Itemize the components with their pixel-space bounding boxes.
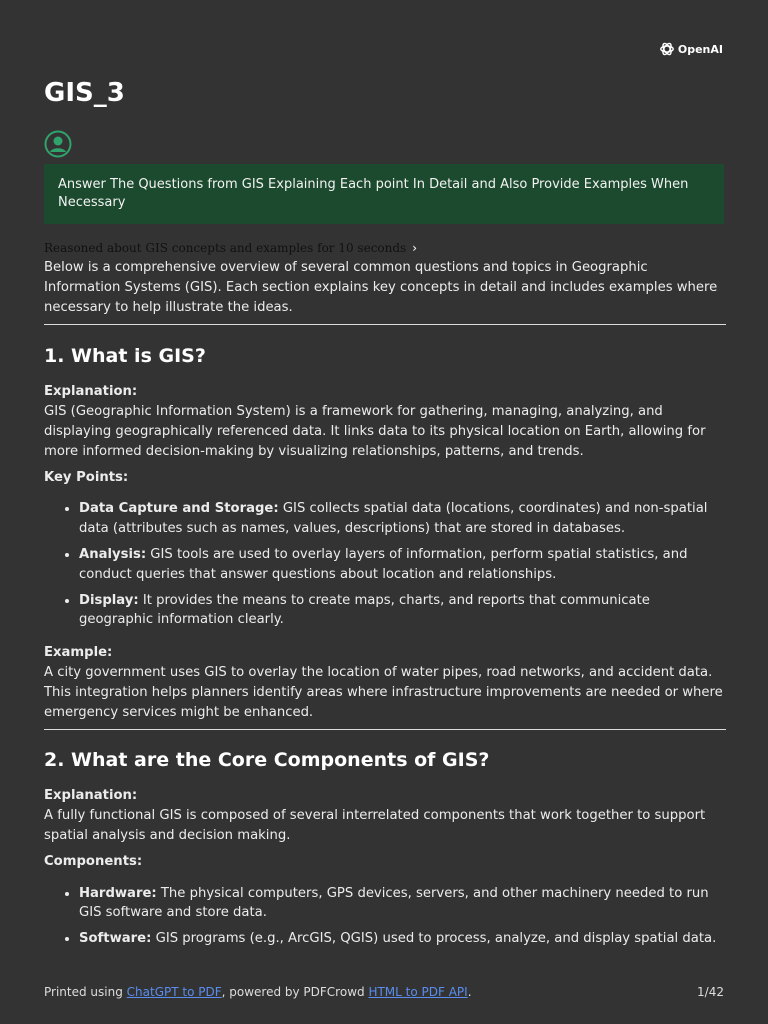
footer-prefix: Printed using	[44, 985, 127, 999]
example-text: A city government uses GIS to overlay the location of water pipes, road networks, and accident data. This integration helps planners identify areas where infrastructure improvements are needed or where emergency services might be enhanced.	[44, 664, 723, 720]
components-list	[44, 884, 726, 949]
point-term: Hardware:	[79, 885, 157, 901]
explanation-text: A fully functional GIS is composed of several interrelated components that work together to support spatial analysis and decision making.	[44, 808, 706, 843]
prompt-text: Answer The Questions from GIS Explaining Each point In Detail and Also Provide Examples When Necessary	[58, 177, 689, 210]
point-term: Software:	[79, 931, 152, 947]
point-text: GIS tools are used to overlay layers of information, perform spatial statistics, and conduct queries that answer questions about location and relationships.	[79, 546, 688, 582]
list-item	[79, 591, 726, 631]
user-avatar-icon	[44, 130, 72, 158]
html-to-pdf-api-link[interactable]: HTML to PDF API	[368, 985, 468, 999]
reasoning-toggle[interactable]	[44, 241, 417, 255]
openai-logo	[659, 41, 723, 57]
keypoints-label: Key Points:	[44, 469, 129, 485]
point-term: Analysis:	[79, 546, 147, 562]
page-footer	[44, 985, 724, 999]
logo-text: OpenAI	[677, 42, 723, 56]
point-text: GIS collects spatial data (locations, coordinates) and non-spatial data (attributes such as names, values, descriptions) that are stored in databases.	[79, 501, 708, 537]
example-label: Example:	[44, 645, 113, 661]
section-heading: 1. What is GIS?	[44, 345, 206, 368]
explanation-text: GIS (Geographic Information System) is a framework for gathering, managing, analyzing, and displaying geographically referenced data. It links data to its physical location on Earth, allowing for more informed decision-making by visualizing relationships, patterns, and trends.	[44, 404, 706, 459]
point-text: It provides the means to create maps, charts, and reports that communicate geographic information clearly.	[79, 592, 650, 628]
point-term: Data Capture and Storage:	[79, 501, 279, 517]
page-title: GIS_3	[44, 78, 125, 108]
intro-paragraph: Below is a comprehensive overview of several common questions and topics in Geographic Information Systems (GIS). Each section explains key concepts in detail and includes examples where necessary to help illustrate the ideas.	[44, 260, 718, 315]
user-prompt	[44, 164, 724, 224]
list-item	[79, 499, 726, 539]
page-number: 1/42	[697, 985, 724, 999]
point-text: GIS programs (e.g., ArcGIS, QGIS) used to process, analyze, and display spatial data.	[151, 931, 717, 947]
footer-credit	[44, 985, 472, 999]
explanation-label: Explanation:	[44, 788, 138, 804]
reasoning-label: Reasoned about GIS concepts and examples for 10 seconds	[44, 241, 407, 255]
footer-suffix: .	[467, 985, 472, 999]
section-heading: 2. What are the Core Components of GIS?	[44, 749, 490, 772]
components-label: Components:	[44, 853, 143, 869]
openai-icon	[659, 41, 675, 57]
chevron-right-icon: ›	[412, 241, 418, 255]
list-item	[79, 545, 726, 585]
list-item	[79, 884, 726, 924]
chatgpt-to-pdf-link[interactable]: ChatGPT to PDF	[126, 985, 222, 999]
footer-middle: , powered by PDFCrowd	[221, 985, 369, 999]
list-item	[79, 929, 726, 949]
keypoints-list	[44, 499, 726, 630]
point-text: The physical computers, GPS devices, servers, and other machinery needed to run GIS software and store data.	[79, 885, 709, 921]
response-body	[44, 258, 726, 949]
point-term: Display:	[79, 592, 139, 608]
explanation-label: Explanation:	[44, 384, 138, 400]
